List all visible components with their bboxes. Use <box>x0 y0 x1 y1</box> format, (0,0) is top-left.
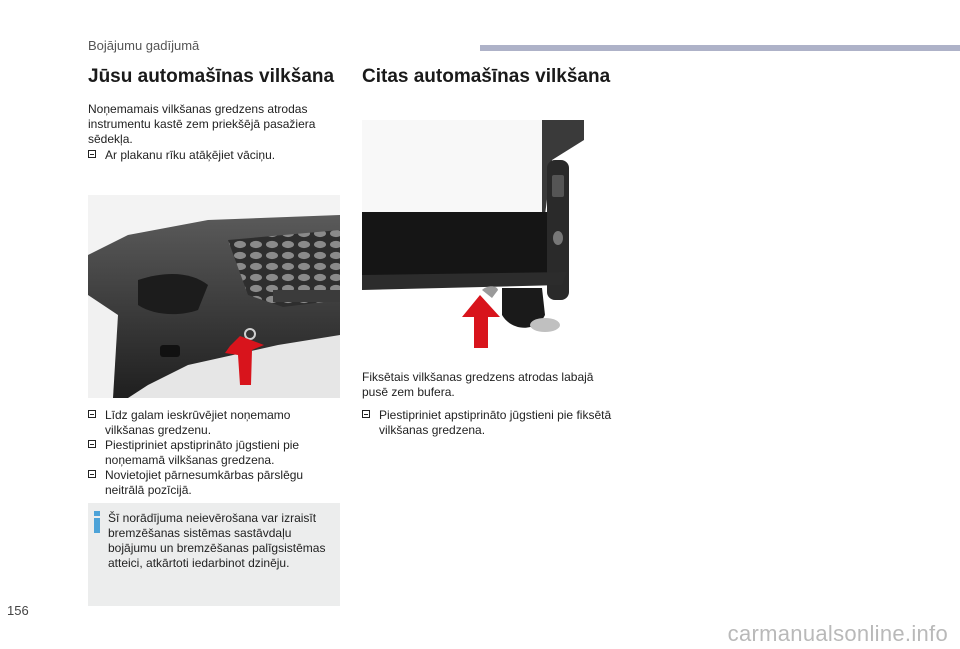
front-bumper-photo <box>88 195 340 398</box>
info-icon <box>93 511 101 533</box>
section-label: Bojājumu gadījumā <box>88 38 200 53</box>
checkbox-bullet-icon <box>88 470 96 478</box>
left-step1-list <box>88 148 338 163</box>
list-item <box>362 408 617 438</box>
list-item <box>88 438 338 468</box>
checkbox-bullet-icon <box>88 410 96 418</box>
list-item-text: Piestipriniet apstiprināto jūgstieni pie fiksētā vilkšanas gredzena. <box>379 408 612 437</box>
right-steps-list <box>362 408 617 438</box>
right-intro: Fiksētais vilkšanas gredzens atrodas labajā pusē zem bufera. <box>362 370 594 399</box>
watermark: carmanualsonline.info <box>727 621 948 646</box>
list-item <box>88 408 338 438</box>
checkbox-bullet-icon <box>88 440 96 448</box>
list-item <box>88 468 338 498</box>
info-text: Šī norādījuma neievērošana var izraisīt bremzēšanas sistēmas sastāvdaļu bojājumu un bremzēšanas palīgsistēmas atteici, atkārtoti iedarbinot dzinēju. <box>108 511 326 570</box>
front-bumper-illustration <box>88 195 340 398</box>
header-bar <box>480 45 960 51</box>
list-item <box>88 148 338 163</box>
checkbox-bullet-icon <box>88 150 96 158</box>
right-title: Citas automašīnas vilkšana <box>362 66 611 87</box>
list-item-text: Līdz galam ieskrūvējiet noņemamo vilkšanas gredzenu. <box>105 408 291 437</box>
left-title: Jūsu automašīnas vilkšana <box>88 66 335 87</box>
list-item-text: Novietojiet pārnesumkārbas pārslēgu neitrālā pozīcijā. <box>105 468 304 497</box>
list-item-text: Ar plakanu rīku atāķējiet vāciņu. <box>105 148 276 162</box>
rear-bumper-illustration <box>362 120 584 348</box>
info-box <box>88 503 340 606</box>
left-steps-list <box>88 408 338 498</box>
left-intro: Noņemamais vilkšanas gredzens atrodas instrumentu kastē zem priekšējā pasažiera sēdekļa. <box>88 102 316 146</box>
list-item-text: Piestipriniet apstiprināto jūgstieni pie noņemamā vilkšanas gredzena. <box>105 438 300 467</box>
page-number: 156 <box>7 603 29 618</box>
rear-bumper-photo <box>362 120 584 348</box>
checkbox-bullet-icon <box>362 410 370 418</box>
